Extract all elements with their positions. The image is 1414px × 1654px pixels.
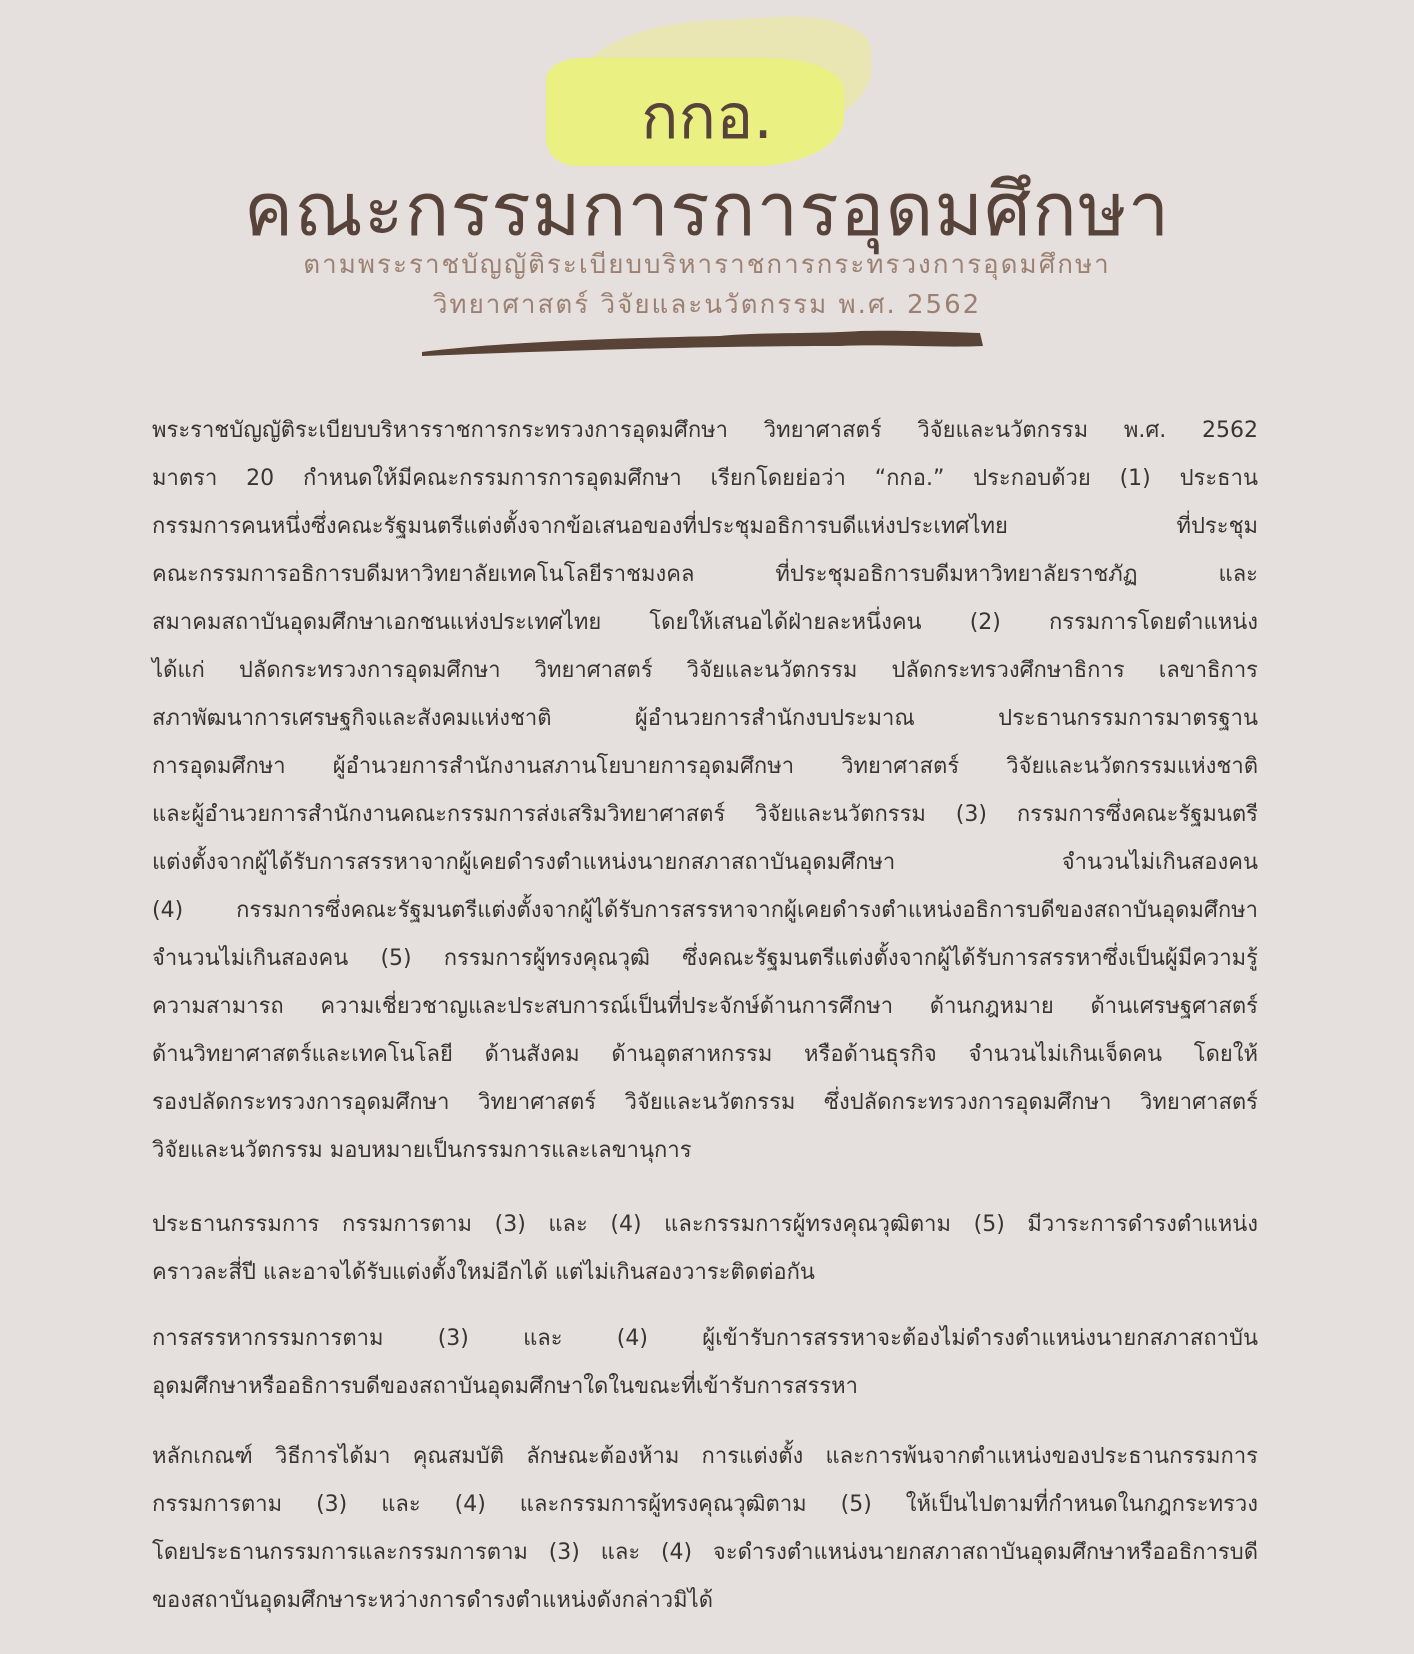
page-title: คณะกรรมการการอุดมศึกษา [243,167,1171,253]
paragraph-4-line: โดยประธานกรรมการและกรรมการตาม (3) และ (4) จะดำรงตำแหน่งนายกสภาสถาบันอุดมศึกษาหรืออธิการบดี [152,1540,1258,1565]
paragraph-1-line: แต่งตั้งจากผู้ได้รับการสรรหาจากผู้เคยดำรงตำแหน่งนายกสภาสถาบันอุดมศึกษา จำนวนไม่เกินสองคน [152,850,1258,875]
paragraph-1-line: การอุดมศึกษา ผู้อำนวยการสำนักงานสภานโยบายการอุดมศึกษา วิทยาศาสตร์ วิจัยและนวัตกรรมแห่งชาติ [152,754,1258,779]
paragraph-1-line: และผู้อำนวยการสำนักงานคณะกรรมการส่งเสริมวิทยาศาสตร์ วิจัยและนวัตกรรม (3) กรรมการซึ่งคณะรัฐมนตรี [152,802,1258,827]
paragraph-1-line: พระราชบัญญัติระเบียบบริหารราชการกระทรวงการอุดมศึกษา วิทยาศาสตร์ วิจัยและนวัตกรรม พ.ศ. 2562 [152,418,1258,443]
paragraph-1-line: รองปลัดกระทรวงการอุดมศึกษา วิทยาศาสตร์ วิจัยและนวัตกรรม ซึ่งปลัดกระทรวงการอุดมศึกษา วิทยาศาสตร์ [152,1090,1258,1115]
paragraph-1-line: ด้านวิทยาศาสตร์และเทคโนโลยี ด้านสังคม ด้านอุตสาหกรรม หรือด้านธุรกิจ จำนวนไม่เกินเจ็ดคน โดยให้ [152,1042,1258,1067]
paragraph-1-line: วิจัยและนวัตกรรม มอบหมายเป็นกรรมการและเลขานุการ [152,1138,692,1163]
paragraph-1-line: คณะกรรมการอธิการบดีมหาวิทยาลัยเทคโนโลยีราชมงคล ที่ประชุมอธิการบดีมหาวิทยาลัยราชภัฏ และ [152,562,1258,587]
paragraph-1-line: มาตรา 20 กำหนดให้มีคณะกรรมการการอุดมศึกษา เรียกโดยย่อว่า “กกอ.” ประกอบด้วย (1) ประธาน [152,466,1258,491]
paragraph-4-line: กรรมการตาม (3) และ (4) และกรรมการผู้ทรงคุณวุฒิตาม (5) ให้เป็นไปตามที่กำหนดในกฎกระทรวง [152,1492,1258,1517]
brush-stroke-divider [420,328,986,358]
subtitle-line-1: ตามพระราชบัญญัติระเบียบบริหาราชการกระทรวงการอุดมศึกษา [303,250,1111,280]
paragraph-1-line: ได้แก่ ปลัดกระทรวงการอุดมศึกษา วิทยาศาสตร์ วิจัยและนวัตกรรม ปลัดกระทรวงศึกษาธิการ เลขาธิการ [152,658,1258,683]
paragraph-1-line: สมาคมสถาบันอุดมศึกษาเอกชนแห่งประเทศไทย โดยให้เสนอได้ฝ่ายละหนึ่งคน (2) กรรมการโดยตำแหน่ง [152,610,1258,635]
paragraph-2-line: คราวละสี่ปี และอาจได้รับแต่งตั้งใหม่อีกได้ แต่ไม่เกินสองวาระติดต่อกัน [152,1260,815,1285]
subtitle-line-2: วิทยาศาสตร์ วิจัยและนวัตกรรม พ.ศ. 2562 [432,290,982,320]
paragraph-1-line: กรรมการคนหนึ่งซึ่งคณะรัฐมนตรีแต่งตั้งจากข้อเสนอของที่ประชุมอธิการบดีแห่งประเทศไทย ที่ประชุม [152,514,1258,539]
paragraph-4-line: หลักเกณฑ์ วิธีการได้มา คุณสมบัติ ลักษณะต้องห้าม การแต่งตั้ง และการพ้นจากตำแหน่งของประธานกรรมการ [152,1444,1258,1469]
paragraph-4-line: ของสถาบันอุดมศึกษาระหว่างการดำรงตำแหน่งดังกล่าวมิได้ [152,1588,714,1613]
paragraph-3-line: อุดมศึกษาหรืออธิการบดีของสถาบันอุดมศึกษาใดในขณะที่เข้ารับการสรรหา [152,1374,858,1399]
paragraph-1-line: จำนวนไม่เกินสองคน (5) กรรมการผู้ทรงคุณวุฒิ ซึ่งคณะรัฐมนตรีแต่งตั้งจากผู้ได้รับการสรรหาซึ่งเป็นผู้มีความรู้ [152,946,1258,971]
acronym-heading: กกอ. [640,80,774,153]
paragraph-3-line: การสรรหากรรมการตาม (3) และ (4) ผู้เข้ารับการสรรหาจะต้องไม่ดำรงตำแหน่งนายกสภาสถาบัน [152,1326,1258,1351]
paragraph-2-line: ประธานกรรมการ กรรมการตาม (3) และ (4) และกรรมการผู้ทรงคุณวุฒิตาม (5) มีวาระการดำรงตำแหน่ง [152,1212,1258,1237]
paragraph-1-line: สภาพัฒนาการเศรษฐกิจและสังคมแห่งชาติ ผู้อำนวยการสำนักงบประมาณ ประธานกรรมการมาตรฐาน [152,706,1258,731]
paragraph-1-line: ความสามารถ ความเชี่ยวชาญและประสบการณ์เป็นที่ประจักษ์ด้านการศึกษา ด้านกฎหมาย ด้านเศรษฐศาสตร์ [152,994,1258,1019]
paragraph-1-line: (4) กรรมการซึ่งคณะรัฐมนตรีแต่งตั้งจากผู้ได้รับการสรรหาจากผู้เคยดำรงตำแหน่งอธิการบดีของสถาบันอุดมศึกษา [152,898,1258,923]
